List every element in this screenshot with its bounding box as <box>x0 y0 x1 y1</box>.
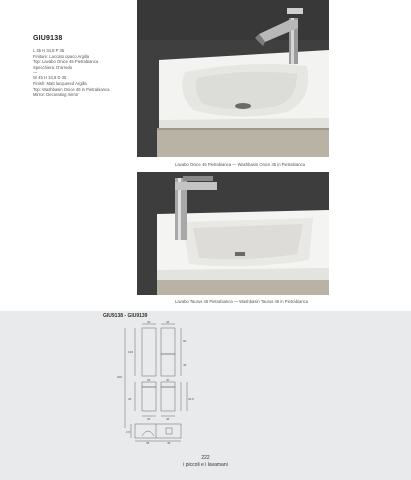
dim-label: 136 <box>128 350 134 354</box>
photo-caption: Lavabo Taurus 45 Pietrabianca — Washbasin Taurus 45 in Pietrabianca <box>175 299 309 304</box>
dim-label: 35 <box>147 378 151 382</box>
washbasin-illustration-taurus <box>137 172 329 295</box>
dim-label: 35 <box>146 441 150 445</box>
dim-label: 35 <box>147 417 151 421</box>
spec-line: L 45 H 34,8 P 35 <box>33 48 65 53</box>
washbasin-illustration-onice <box>137 0 329 157</box>
technical-drawing <box>95 320 215 445</box>
dim-label: 200 <box>117 375 123 379</box>
spec-line: Mirror: Decorating mirror <box>33 92 79 98</box>
spec-line: Finiture: Laccato opaco Argilla <box>33 53 90 59</box>
section-label: i piccoli e i lavamani <box>183 462 228 468</box>
dim-label: 45 <box>167 441 171 445</box>
spec-line: W 45 H 34,8 D 35 <box>33 75 67 81</box>
page-number: 222 <box>201 455 210 461</box>
spec-line: Top: Lavabo Onice 45 Pietrabianca <box>33 59 99 65</box>
photo-caption: Lavabo Onice 45 Pietrabianca — Washbasin Onice 45 in Pietrabianca <box>175 162 305 167</box>
dim-label: 80 <box>183 339 187 343</box>
spec-line: Finish: Matt lacquered Argilla <box>33 80 87 86</box>
dim-label: 40 <box>128 397 132 401</box>
drawing-title: GIU9138 - GIU9139 <box>103 313 148 319</box>
product-spec <box>33 35 133 98</box>
dim-label: 40 <box>166 378 170 382</box>
product-code: GIU9138 <box>33 35 63 42</box>
dim-label: 34,8 <box>188 397 194 401</box>
dim-label: 40 <box>147 320 151 324</box>
washbasin-photo-taurus <box>137 172 329 295</box>
spec-line: Top: Washbasin Onice 45 in Pietrabianca <box>33 86 110 92</box>
dim-label: 45 <box>166 417 170 421</box>
dim-label: 45 <box>183 363 187 367</box>
spec-line: Specchiera: D'arredo <box>33 64 73 70</box>
dim-label: 45 <box>166 320 170 324</box>
spec-separator: — <box>33 70 38 76</box>
washbasin-photo-onice <box>137 0 329 157</box>
dim-label: 2,5 <box>126 430 131 434</box>
